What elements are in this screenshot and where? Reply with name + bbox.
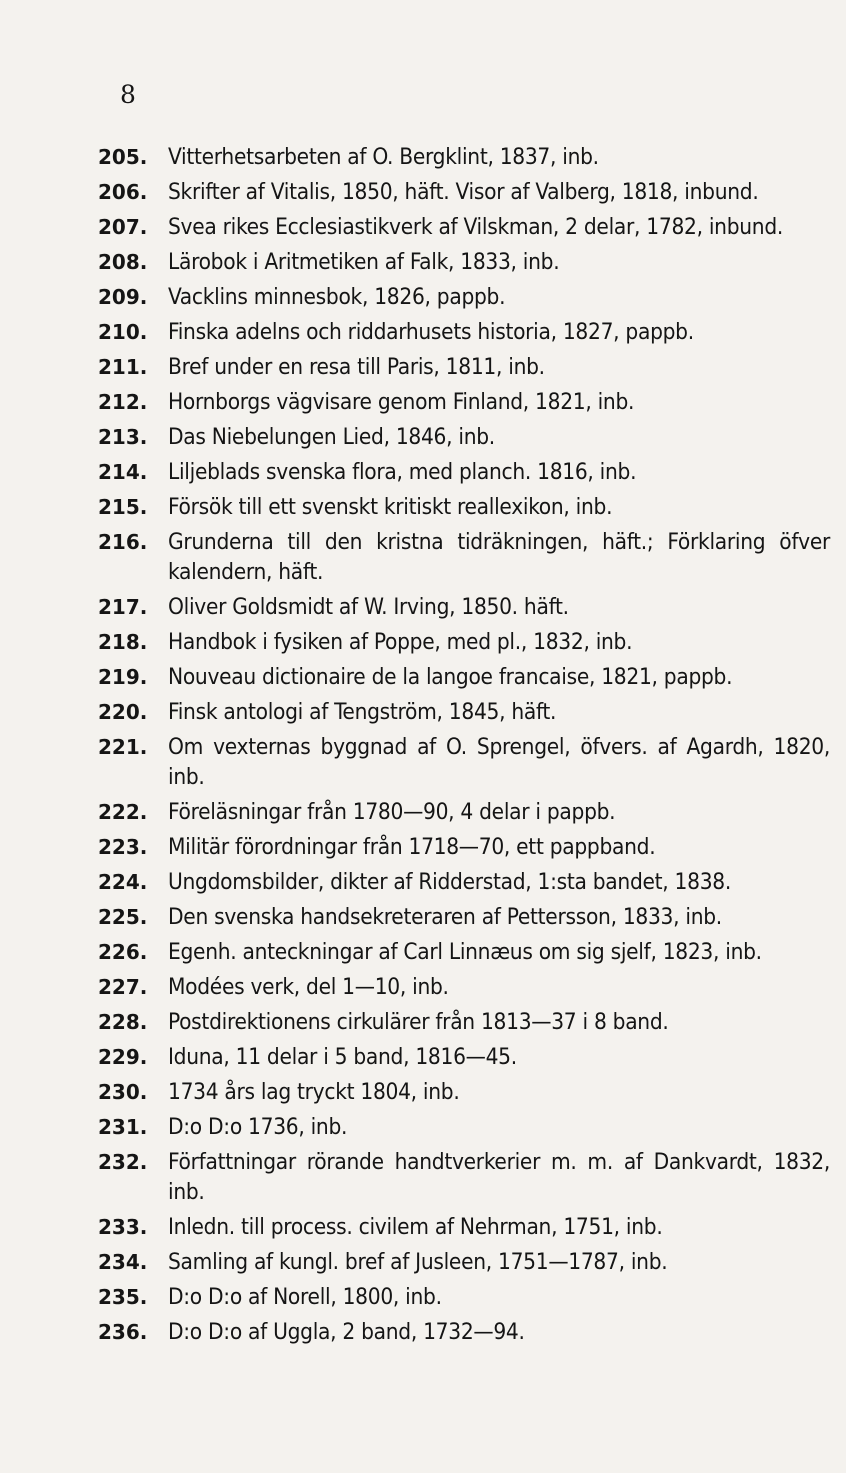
entry-number: 217. xyxy=(98,595,148,619)
catalog-entry xyxy=(98,972,830,1002)
catalog-entry xyxy=(98,527,830,587)
catalog-entry xyxy=(98,797,830,827)
entry-text: Nouveau dictionaire de la langoe francaise, 1821, pappb. xyxy=(168,664,733,690)
catalog-entry xyxy=(98,177,830,207)
page-number: 8 xyxy=(120,80,136,109)
entry-number: 223. xyxy=(98,835,148,859)
entry-number: 214. xyxy=(98,460,148,484)
entry-text: Postdirektionens cirkulärer från 1813—37 i 8 band. xyxy=(168,1009,669,1035)
entry-number: 208. xyxy=(98,250,148,274)
entry-text: Militär förordningar från 1718—70, ett pappband. xyxy=(168,834,656,860)
entry-number: 211. xyxy=(98,355,148,379)
entry-text: Lärobok i Aritmetiken af Falk, 1833, inb. xyxy=(168,249,560,275)
catalog-entry xyxy=(98,1282,830,1312)
catalog-entry xyxy=(98,697,830,727)
entry-text: Modées verk, del 1—10, inb. xyxy=(168,974,449,1000)
entry-text: Om vexternas byggnad af O. Sprengel, öfvers. af Agardh, 1820, inb. xyxy=(168,734,830,790)
entry-number: 226. xyxy=(98,940,148,964)
entry-text: Samling af kungl. bref af Jusleen, 1751—1787, inb. xyxy=(168,1249,668,1275)
entry-text: Hornborgs vägvisare genom Finland, 1821, inb. xyxy=(168,389,635,415)
entry-number: 216. xyxy=(98,530,148,554)
entry-text: D:o D:o af Norell, 1800, inb. xyxy=(168,1284,442,1310)
catalog-entry xyxy=(98,732,830,792)
entry-text: Svea rikes Ecclesiastikverk af Vilskman, 2 delar, 1782, inbund. xyxy=(168,214,784,240)
entry-text: Grunderna till den kristna tidräkningen, häft.; Förklaring öfver kalendern, häft. xyxy=(168,529,830,585)
entry-text: Föreläsningar från 1780—90, 4 delar i pappb. xyxy=(168,799,616,825)
catalog-entry xyxy=(98,1317,830,1347)
entry-number: 219. xyxy=(98,665,148,689)
catalog-entry xyxy=(98,422,830,452)
entry-number: 233. xyxy=(98,1215,148,1239)
catalog-entry xyxy=(98,592,830,622)
catalog-entry xyxy=(98,317,830,347)
catalog-entry xyxy=(98,1147,830,1207)
catalog-entry xyxy=(98,867,830,897)
entry-number: 232. xyxy=(98,1150,148,1174)
catalog-entry xyxy=(98,662,830,692)
catalog-entry xyxy=(98,1212,830,1242)
entry-text: Bref under en resa till Paris, 1811, inb. xyxy=(168,354,545,380)
catalog-entry xyxy=(98,1042,830,1072)
entry-text: Das Niebelungen Lied, 1846, inb. xyxy=(168,424,495,450)
catalog-entry xyxy=(98,282,830,312)
entry-text: Den svenska handsekreteraren af Pettersson, 1833, inb. xyxy=(168,904,722,930)
catalog-entry xyxy=(98,937,830,967)
catalog-entry xyxy=(98,457,830,487)
entry-text: Finska adelns och riddarhusets historia, 1827, pappb. xyxy=(168,319,694,345)
entry-text: Inledn. till process. civilem af Nehrman, 1751, inb. xyxy=(168,1214,663,1240)
catalog-entry xyxy=(98,352,830,382)
entry-number: 224. xyxy=(98,870,148,894)
entry-number: 236. xyxy=(98,1320,148,1344)
entry-number: 228. xyxy=(98,1010,148,1034)
entry-number: 215. xyxy=(98,495,148,519)
entry-number: 212. xyxy=(98,390,148,414)
entry-number: 207. xyxy=(98,215,148,239)
catalog-entry xyxy=(98,1077,830,1107)
entry-text: Vitterhetsarbeten af O. Bergklint, 1837, inb. xyxy=(168,144,599,170)
catalog-entry xyxy=(98,142,830,172)
entry-text: Skrifter af Vitalis, 1850, häft. Visor af Valberg, 1818, inbund. xyxy=(168,179,759,205)
entry-number: 227. xyxy=(98,975,148,999)
entry-text: Oliver Goldsmidt af W. Irving, 1850. häft. xyxy=(168,594,569,620)
entry-text: Ungdomsbilder, dikter af Ridderstad, 1:sta bandet, 1838. xyxy=(168,869,731,895)
entry-text: Iduna, 11 delar i 5 band, 1816—45. xyxy=(168,1044,517,1070)
entry-text: Finsk antologi af Tengström, 1845, häft. xyxy=(168,699,557,725)
entry-number: 220. xyxy=(98,700,148,724)
catalog-entries xyxy=(98,142,830,1352)
entry-number: 221. xyxy=(98,735,148,759)
entry-number: 209. xyxy=(98,285,148,309)
entry-number: 229. xyxy=(98,1045,148,1069)
catalog-entry xyxy=(98,1247,830,1277)
catalog-entry xyxy=(98,212,830,242)
entry-number: 231. xyxy=(98,1115,148,1139)
entry-number: 222. xyxy=(98,800,148,824)
entry-number: 205. xyxy=(98,145,148,169)
entry-text: 1734 års lag tryckt 1804, inb. xyxy=(168,1079,460,1105)
catalog-entry xyxy=(98,492,830,522)
entry-number: 234. xyxy=(98,1250,148,1274)
catalog-entry xyxy=(98,627,830,657)
catalog-entry xyxy=(98,1007,830,1037)
entry-number: 235. xyxy=(98,1285,148,1309)
entry-text: Försök till ett svenskt kritiskt reallexikon, inb. xyxy=(168,494,613,520)
catalog-entry xyxy=(98,832,830,862)
catalog-entry xyxy=(98,1112,830,1142)
entry-text: D:o D:o 1736, inb. xyxy=(168,1114,348,1140)
entry-number: 206. xyxy=(98,180,148,204)
entry-text: Författningar rörande handtverkerier m. m. af Dankvardt, 1832, inb. xyxy=(168,1149,830,1205)
entry-number: 230. xyxy=(98,1080,148,1104)
entry-text: Egenh. anteckningar af Carl Linnæus om sig sjelf, 1823, inb. xyxy=(168,939,762,965)
entry-number: 225. xyxy=(98,905,148,929)
catalog-entry xyxy=(98,247,830,277)
entry-text: Liljeblads svenska flora, med planch. 1816, inb. xyxy=(168,459,637,485)
entry-text: Vacklins minnesbok, 1826, pappb. xyxy=(168,284,506,310)
entry-number: 210. xyxy=(98,320,148,344)
entry-number: 218. xyxy=(98,630,148,654)
catalog-entry xyxy=(98,902,830,932)
catalog-entry xyxy=(98,387,830,417)
entry-text: Handbok i fysiken af Poppe, med pl., 1832, inb. xyxy=(168,629,633,655)
entry-number: 213. xyxy=(98,425,148,449)
entry-text: D:o D:o af Uggla, 2 band, 1732—94. xyxy=(168,1319,525,1345)
